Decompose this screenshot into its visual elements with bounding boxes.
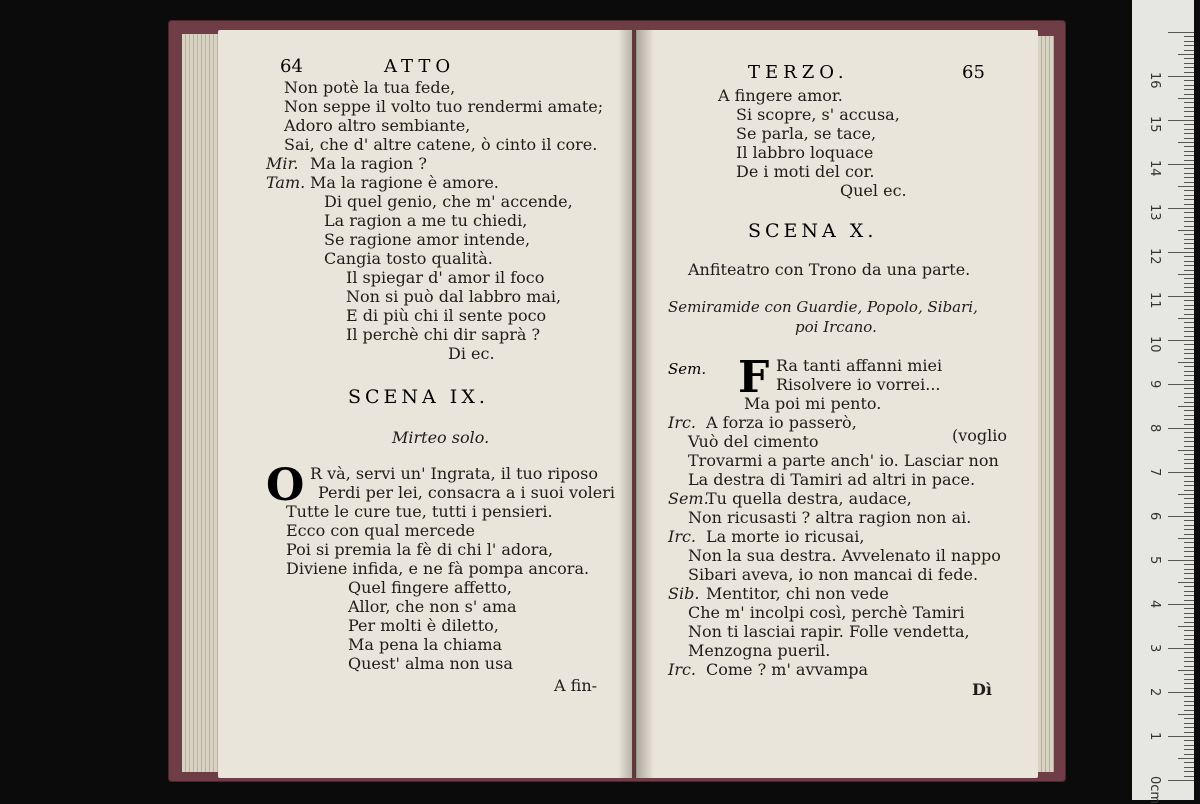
ruler-tick	[1184, 45, 1194, 46]
ruler-tick	[1184, 635, 1194, 636]
verse-line: Risolvere io vorrei...	[776, 375, 941, 394]
ruler-tick	[1184, 199, 1194, 200]
ruler-tick	[1184, 80, 1194, 81]
ruler-tick	[1168, 32, 1194, 33]
ruler-tick	[1184, 740, 1194, 741]
ruler-tick	[1184, 116, 1194, 117]
ruler-tick	[1184, 155, 1194, 156]
verse-line: Per molti è diletto,	[348, 616, 499, 635]
speaker-label: Mir.	[266, 154, 299, 173]
ruler-tick	[1184, 608, 1194, 609]
verse-line: Perdi per lei, consacra a i suoi voleri	[318, 483, 616, 502]
ruler-tick	[1184, 36, 1194, 37]
ruler-tick	[1184, 402, 1194, 403]
ruler-tick	[1184, 432, 1194, 433]
ruler-tick	[1178, 142, 1194, 143]
ruler-tick	[1184, 190, 1194, 191]
ruler-tick	[1184, 754, 1194, 755]
ruler-tick	[1184, 388, 1194, 389]
ruler-tick	[1184, 727, 1194, 728]
ruler-tick	[1184, 771, 1194, 772]
ruler-tick	[1184, 767, 1194, 768]
verse-line: Ma pena la chiama	[348, 635, 503, 654]
ruler-tick	[1184, 349, 1194, 350]
ruler-tick	[1178, 494, 1194, 495]
ruler-tick	[1184, 85, 1194, 86]
ruler-tick	[1184, 468, 1194, 469]
ruler-tick	[1178, 714, 1194, 715]
ruler-tick	[1184, 573, 1194, 574]
ruler-tick	[1168, 560, 1194, 561]
ruler-tick	[1184, 701, 1194, 702]
ruler-tick	[1184, 644, 1194, 645]
ruler-tick	[1184, 613, 1194, 614]
ruler-number: 13	[1147, 204, 1162, 221]
ruler-number: 5	[1147, 556, 1162, 565]
verse-line: Ecco con qual mercede	[286, 521, 476, 540]
ruler-number: 8	[1147, 424, 1162, 433]
ruler-tick	[1184, 366, 1194, 367]
ruler-number: 6	[1147, 512, 1162, 521]
verse-line: Il labbro loquace	[736, 143, 874, 162]
ruler-tick	[1184, 283, 1194, 284]
ruler-tick	[1168, 120, 1194, 121]
ruler-tick	[1184, 248, 1194, 249]
verse-line: Se parla, se tace,	[736, 124, 877, 143]
ruler-tick	[1184, 256, 1194, 257]
ruler-tick	[1184, 133, 1194, 134]
ruler-tick	[1184, 578, 1194, 579]
ruler-number: 11	[1147, 292, 1162, 309]
right-drop-cap: F	[738, 352, 770, 403]
ruler-tick	[1184, 710, 1194, 711]
verse-line: Sai, che d' altre catene, ò cinto il core.	[284, 135, 598, 154]
ruler-tick	[1168, 604, 1194, 605]
verse-line: Di quel genio, che m' accende,	[324, 192, 573, 211]
ruler-tick	[1184, 525, 1194, 526]
ruler-tick	[1178, 758, 1194, 759]
verse-overflow: (voglio	[952, 426, 1008, 445]
ruler-tick	[1184, 138, 1194, 139]
verse-line: Di ec.	[448, 344, 495, 363]
ruler-tick	[1184, 683, 1194, 684]
ruler-tick	[1184, 679, 1194, 680]
verse-line: Il spiegar d' amor il foco	[346, 268, 545, 287]
verse-line: Menzogna pueril.	[688, 641, 831, 660]
ruler-tick	[1184, 173, 1194, 174]
verse-line: Non ricusasti ? altra ragion non ai.	[688, 508, 972, 527]
ruler-tick	[1184, 371, 1194, 372]
right-setting: Anfiteatro con Trono da una parte.	[688, 260, 971, 279]
left-running-head: ATTO	[384, 56, 456, 77]
ruler-tick	[1184, 265, 1194, 266]
left-scene-subtitle: Mirteo solo.	[392, 428, 490, 447]
verse-line: Diviene infida, e ne fà pompa ancora.	[286, 559, 590, 578]
ruler-tick	[1184, 512, 1194, 513]
ruler-tick	[1184, 261, 1194, 262]
ruler-tick	[1184, 239, 1194, 240]
ruler-tick	[1184, 688, 1194, 689]
ruler-tick	[1168, 384, 1194, 385]
ruler-tick	[1184, 666, 1194, 667]
speaker-label: Sib.	[668, 584, 700, 603]
ruler-tick	[1184, 217, 1194, 218]
verse-line: Sibari aveva, io non mancai di fede.	[688, 565, 979, 584]
ruler-tick	[1184, 243, 1194, 244]
ruler-tick	[1184, 353, 1194, 354]
ruler-tick	[1184, 437, 1194, 438]
ruler-tick	[1168, 296, 1194, 297]
ruler-tick	[1178, 362, 1194, 363]
ruler-tick	[1184, 723, 1194, 724]
ruler-tick	[1184, 485, 1194, 486]
ruler-tick	[1184, 63, 1194, 64]
ruler-tick	[1184, 463, 1194, 464]
ruler-tick	[1184, 331, 1194, 332]
ruler-tick	[1184, 50, 1194, 51]
ruler-tick	[1178, 230, 1194, 231]
ruler-tick	[1184, 300, 1194, 301]
ruler-tick	[1178, 538, 1194, 539]
ruler-tick	[1184, 397, 1194, 398]
ruler-tick	[1178, 450, 1194, 451]
ruler-tick	[1168, 340, 1194, 341]
ruler-tick	[1184, 410, 1194, 411]
ruler-tick	[1178, 98, 1194, 99]
verse-line: Se ragione amor intende,	[324, 230, 531, 249]
ruler-tick	[1184, 146, 1194, 147]
verse-line: Adoro altro sembiante,	[284, 116, 471, 135]
ruler-tick	[1184, 503, 1194, 504]
ruler-tick	[1184, 622, 1194, 623]
ruler-tick	[1184, 124, 1194, 125]
ruler-tick	[1168, 692, 1194, 693]
ruler-tick	[1184, 652, 1194, 653]
ruler-tick	[1184, 591, 1194, 592]
ruler-tick	[1184, 595, 1194, 596]
ruler-tick	[1184, 182, 1194, 183]
ruler-tick	[1184, 661, 1194, 662]
ruler-tick	[1184, 674, 1194, 675]
verse-line: Allor, che non s' ama	[348, 597, 517, 616]
ruler-tick	[1168, 164, 1194, 165]
ruler-tick	[1184, 718, 1194, 719]
ruler-tick	[1168, 428, 1194, 429]
ruler-number: 12	[1147, 248, 1162, 265]
ruler-tick	[1184, 459, 1194, 460]
ruler-tick	[1184, 415, 1194, 416]
ruler-tick	[1184, 151, 1194, 152]
verse-line: Mentitor, chi non vede	[706, 584, 889, 603]
ruler-tick	[1184, 551, 1194, 552]
ruler-tick	[1184, 212, 1194, 213]
speaker-sem: Sem.	[668, 360, 707, 378]
ruler-tick	[1168, 648, 1194, 649]
verse-line: Tu quella destra, audace,	[706, 489, 912, 508]
ruler-tick	[1184, 476, 1194, 477]
speaker-label: Irc.	[668, 413, 697, 432]
ruler-tick	[1184, 705, 1194, 706]
verse-line: Non seppe il volto tuo rendermi amate;	[284, 97, 604, 116]
ruler-tick	[1184, 358, 1194, 359]
ruler-tick	[1184, 305, 1194, 306]
ruler-tick	[1184, 454, 1194, 455]
ruler-tick	[1184, 278, 1194, 279]
ruler-tick	[1184, 776, 1194, 777]
ruler-tick	[1184, 322, 1194, 323]
verse-line: La morte io ricusai,	[706, 527, 865, 546]
ruler-tick	[1184, 287, 1194, 288]
ruler-tick	[1178, 318, 1194, 319]
ruler-tick	[1184, 446, 1194, 447]
verse-line: Il perchè chi dir saprà ?	[346, 325, 541, 344]
verse-line: Non si può dal labbro mai,	[346, 287, 562, 306]
speaker-label: Sem.	[668, 489, 709, 508]
ruler-number: 10	[1147, 336, 1162, 353]
ruler-tick	[1184, 344, 1194, 345]
verse-line: Che m' incolpi così, perchè Tamiri	[688, 603, 965, 622]
ruler-tick	[1184, 529, 1194, 530]
verse-line: Ma la ragione è amore.	[310, 173, 499, 192]
ruler-tick	[1184, 745, 1194, 746]
ruler-tick	[1184, 226, 1194, 227]
ruler-tick	[1184, 72, 1194, 73]
right-running-head: TERZO.	[748, 62, 849, 83]
ruler-tick	[1184, 102, 1194, 103]
speaker-label: Irc.	[668, 527, 697, 546]
book-gutter	[618, 30, 654, 778]
ruler-tick	[1184, 292, 1194, 293]
verse-line: Cangia tosto qualità.	[324, 249, 493, 268]
speaker-label: Irc.	[668, 660, 697, 679]
ruler-tick	[1184, 41, 1194, 42]
ruler-tick	[1184, 107, 1194, 108]
verse-line: Non la sua destra. Avvelenato il nappo	[688, 546, 1001, 565]
page-edges-left	[182, 34, 222, 772]
ruler-tick	[1184, 221, 1194, 222]
ruler-tick	[1184, 569, 1194, 570]
ruler-tick	[1178, 406, 1194, 407]
ruler-tick	[1184, 195, 1194, 196]
ruler-tick	[1184, 617, 1194, 618]
left-catchword: A fin-	[554, 676, 598, 695]
verse-line: R và, servi un' Ingrata, il tuo riposo	[310, 464, 598, 483]
ruler-number: 16	[1147, 72, 1162, 89]
ruler-tick	[1184, 309, 1194, 310]
verse-line: Tutte le cure tue, tutti i pensieri.	[286, 502, 553, 521]
ruler-tick	[1168, 208, 1194, 209]
ruler-tick	[1184, 160, 1194, 161]
ruler-number: 0cm	[1147, 776, 1162, 804]
verse-line: Vuò del cimento	[688, 432, 819, 451]
ruler-tick	[1184, 380, 1194, 381]
ruler-tick	[1184, 111, 1194, 112]
ruler-tick	[1184, 204, 1194, 205]
ruler-tick	[1168, 252, 1194, 253]
ruler-number: 1	[1147, 732, 1162, 741]
ruler-tick	[1184, 586, 1194, 587]
ruler-tick	[1184, 270, 1194, 271]
ruler-number: 9	[1147, 380, 1162, 389]
right-scene-title: SCENA X.	[748, 220, 878, 242]
verse-line: Quel ec.	[840, 181, 907, 200]
ruler-tick	[1184, 696, 1194, 697]
ruler-tick	[1184, 94, 1194, 95]
ruler-tick	[1184, 419, 1194, 420]
ruler-number: 3	[1147, 644, 1162, 653]
ruler-tick	[1178, 54, 1194, 55]
right-page-number: 65	[962, 62, 985, 83]
speaker-label: Tam.	[266, 173, 306, 192]
verse-line: Quest' alma non usa	[348, 654, 513, 673]
verse-line: Non potè la tua fede,	[284, 78, 456, 97]
ruler-tick	[1184, 600, 1194, 601]
ruler-tick	[1184, 481, 1194, 482]
verse-line: Quel fingere affetto,	[348, 578, 512, 597]
ruler-tick	[1184, 336, 1194, 337]
ruler-tick	[1178, 186, 1194, 187]
verse-line: Ra tanti affanni miei	[776, 356, 943, 375]
right-catchword: Dì	[972, 680, 992, 699]
ruler-tick	[1184, 639, 1194, 640]
ruler-tick	[1184, 375, 1194, 376]
ruler-tick	[1178, 670, 1194, 671]
verse-line: Come ? m' avvampa	[706, 660, 869, 679]
ruler-tick	[1178, 626, 1194, 627]
ruler-tick	[1184, 749, 1194, 750]
ruler-tick	[1178, 274, 1194, 275]
ruler-tick	[1184, 630, 1194, 631]
ruler-number: 4	[1147, 600, 1162, 609]
ruler-tick	[1184, 234, 1194, 235]
ruler-tick	[1184, 177, 1194, 178]
ruler-tick	[1184, 732, 1194, 733]
ruler-tick	[1184, 564, 1194, 565]
ruler-tick	[1168, 472, 1194, 473]
left-scene-title: SCENA IX.	[348, 386, 489, 408]
ruler-tick	[1184, 424, 1194, 425]
ruler-tick	[1184, 490, 1194, 491]
ruler-number: 14	[1147, 160, 1162, 177]
verse-line: La destra di Tamiri ad altri in pace.	[688, 470, 976, 489]
ruler-tick	[1184, 67, 1194, 68]
ruler-tick	[1184, 547, 1194, 548]
ruler-tick	[1184, 534, 1194, 535]
verse-line: De i moti del cor.	[736, 162, 875, 181]
ruler-tick	[1184, 507, 1194, 508]
ruler-tick	[1184, 520, 1194, 521]
ruler-tick	[1184, 441, 1194, 442]
right-characters: Semiramide con Guardie, Popolo, Sibari,	[668, 298, 978, 316]
verse-line: Non ti lasciai rapir. Folle vendetta,	[688, 622, 970, 641]
verse-line: A fingere amor.	[718, 86, 843, 105]
verse-line: Poi si premia la fè di chi l' adora,	[286, 540, 554, 559]
ruler-tick	[1168, 736, 1194, 737]
ruler-tick	[1184, 762, 1194, 763]
ruler-tick	[1184, 556, 1194, 557]
ruler-tick	[1184, 393, 1194, 394]
verse-line: A forza io passerò,	[706, 413, 857, 432]
left-drop-cap: O	[266, 460, 305, 511]
ruler-tick	[1184, 498, 1194, 499]
ruler-tick	[1184, 58, 1194, 59]
ruler-number: 7	[1147, 468, 1162, 477]
verse-line: Si scopre, s' accusa,	[736, 105, 900, 124]
ruler-tick	[1184, 168, 1194, 169]
ruler-number: 2	[1147, 688, 1162, 697]
verse-line: Ma poi mi pento.	[744, 394, 882, 413]
ruler-number: 15	[1147, 116, 1162, 133]
ruler-tick	[1178, 582, 1194, 583]
verse-line: La ragion a me tu chiedi,	[324, 211, 528, 230]
ruler-tick	[1184, 657, 1194, 658]
left-page-number: 64	[280, 56, 303, 77]
ruler-tick	[1184, 314, 1194, 315]
verse-line: Trovarmi a parte anch' io. Lasciar non	[688, 451, 999, 470]
ruler-tick	[1168, 516, 1194, 517]
right-characters-2: poi Ircano.	[795, 318, 877, 336]
ruler-tick	[1184, 327, 1194, 328]
ruler-tick	[1184, 542, 1194, 543]
verse-line: Ma la ragion ?	[310, 154, 427, 173]
ruler-tick	[1168, 76, 1194, 77]
ruler-tick	[1168, 780, 1194, 781]
ruler-tick	[1184, 89, 1194, 90]
ruler-tick	[1184, 129, 1194, 130]
verse-line: E di più chi il sente poco	[346, 306, 547, 325]
